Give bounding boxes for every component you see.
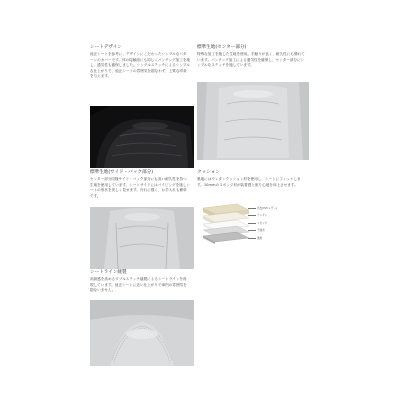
cushion-layer-label-1: 表皮(PVCレザー)	[257, 207, 278, 210]
seat-line-heading: シートライン縫製	[90, 270, 127, 275]
cushion-body: 裏地にはウレタンクッション材を使用し、シートにフィットします。10mmのスポンジ材が装着感と座り心地を向上させます。	[197, 177, 301, 187]
cushion-heading: クッション	[197, 170, 220, 175]
cushion-layer-label-5: 裏地	[257, 237, 263, 240]
gray-side-seat-photo	[90, 207, 194, 269]
center-material-heading: 標準生地(センター部分)	[197, 45, 247, 50]
dark-seat-photo	[90, 106, 194, 168]
cushion-layer-label-2: ウレタン	[257, 214, 268, 217]
side-back-material-heading: 標準生地(サイド・バック部分)	[90, 170, 153, 175]
cushion-leader-3	[248, 223, 256, 224]
cushion-layer-label-3: スポンジ	[257, 222, 268, 225]
cushion-leader-2	[248, 215, 256, 216]
gray-center-seat-photo	[197, 82, 309, 160]
seat-line-body: 高級感を高めるダブルステッチ縫製によるシートラインを再現しています。純正シートに近い仕上がりで車内の雰囲気を損ないません。	[90, 277, 187, 293]
seat-stitching-photo	[90, 300, 194, 366]
side-back-material-body: センター部分同様サイド・バック部分にも高い耐久性を持つ生地を使用しています。シートサイドにはパイピングを施しシートの形状を美しく見せます。汚れに強く、お手入れも簡単です。	[90, 177, 190, 198]
cushion-leader-1	[248, 208, 256, 209]
cushion-leader-4	[248, 230, 256, 231]
seat-design-heading: シートデザイン	[90, 45, 122, 50]
center-material-body: 特殊な加工を施した生地を使用。手触りが良く、耐久性にも優れています。パンチング加工による通気性を確保し、センター部分にシンプルなステッチを施しています。	[197, 52, 305, 68]
cushion-layer-label-4: 不織布	[257, 229, 265, 232]
seat-design-body: 純正シートを参考に、デザインにこだわったシンプルなパターンのカバーです。体の接触面にも同じくパンチング加工を施し、通気性も確保しました。シングルステッチによるシンプルな仕上がりで、純正シートの雰囲気を損なわず、上質な印象を与えます。	[90, 52, 190, 79]
cushion-leader-5	[248, 238, 256, 239]
